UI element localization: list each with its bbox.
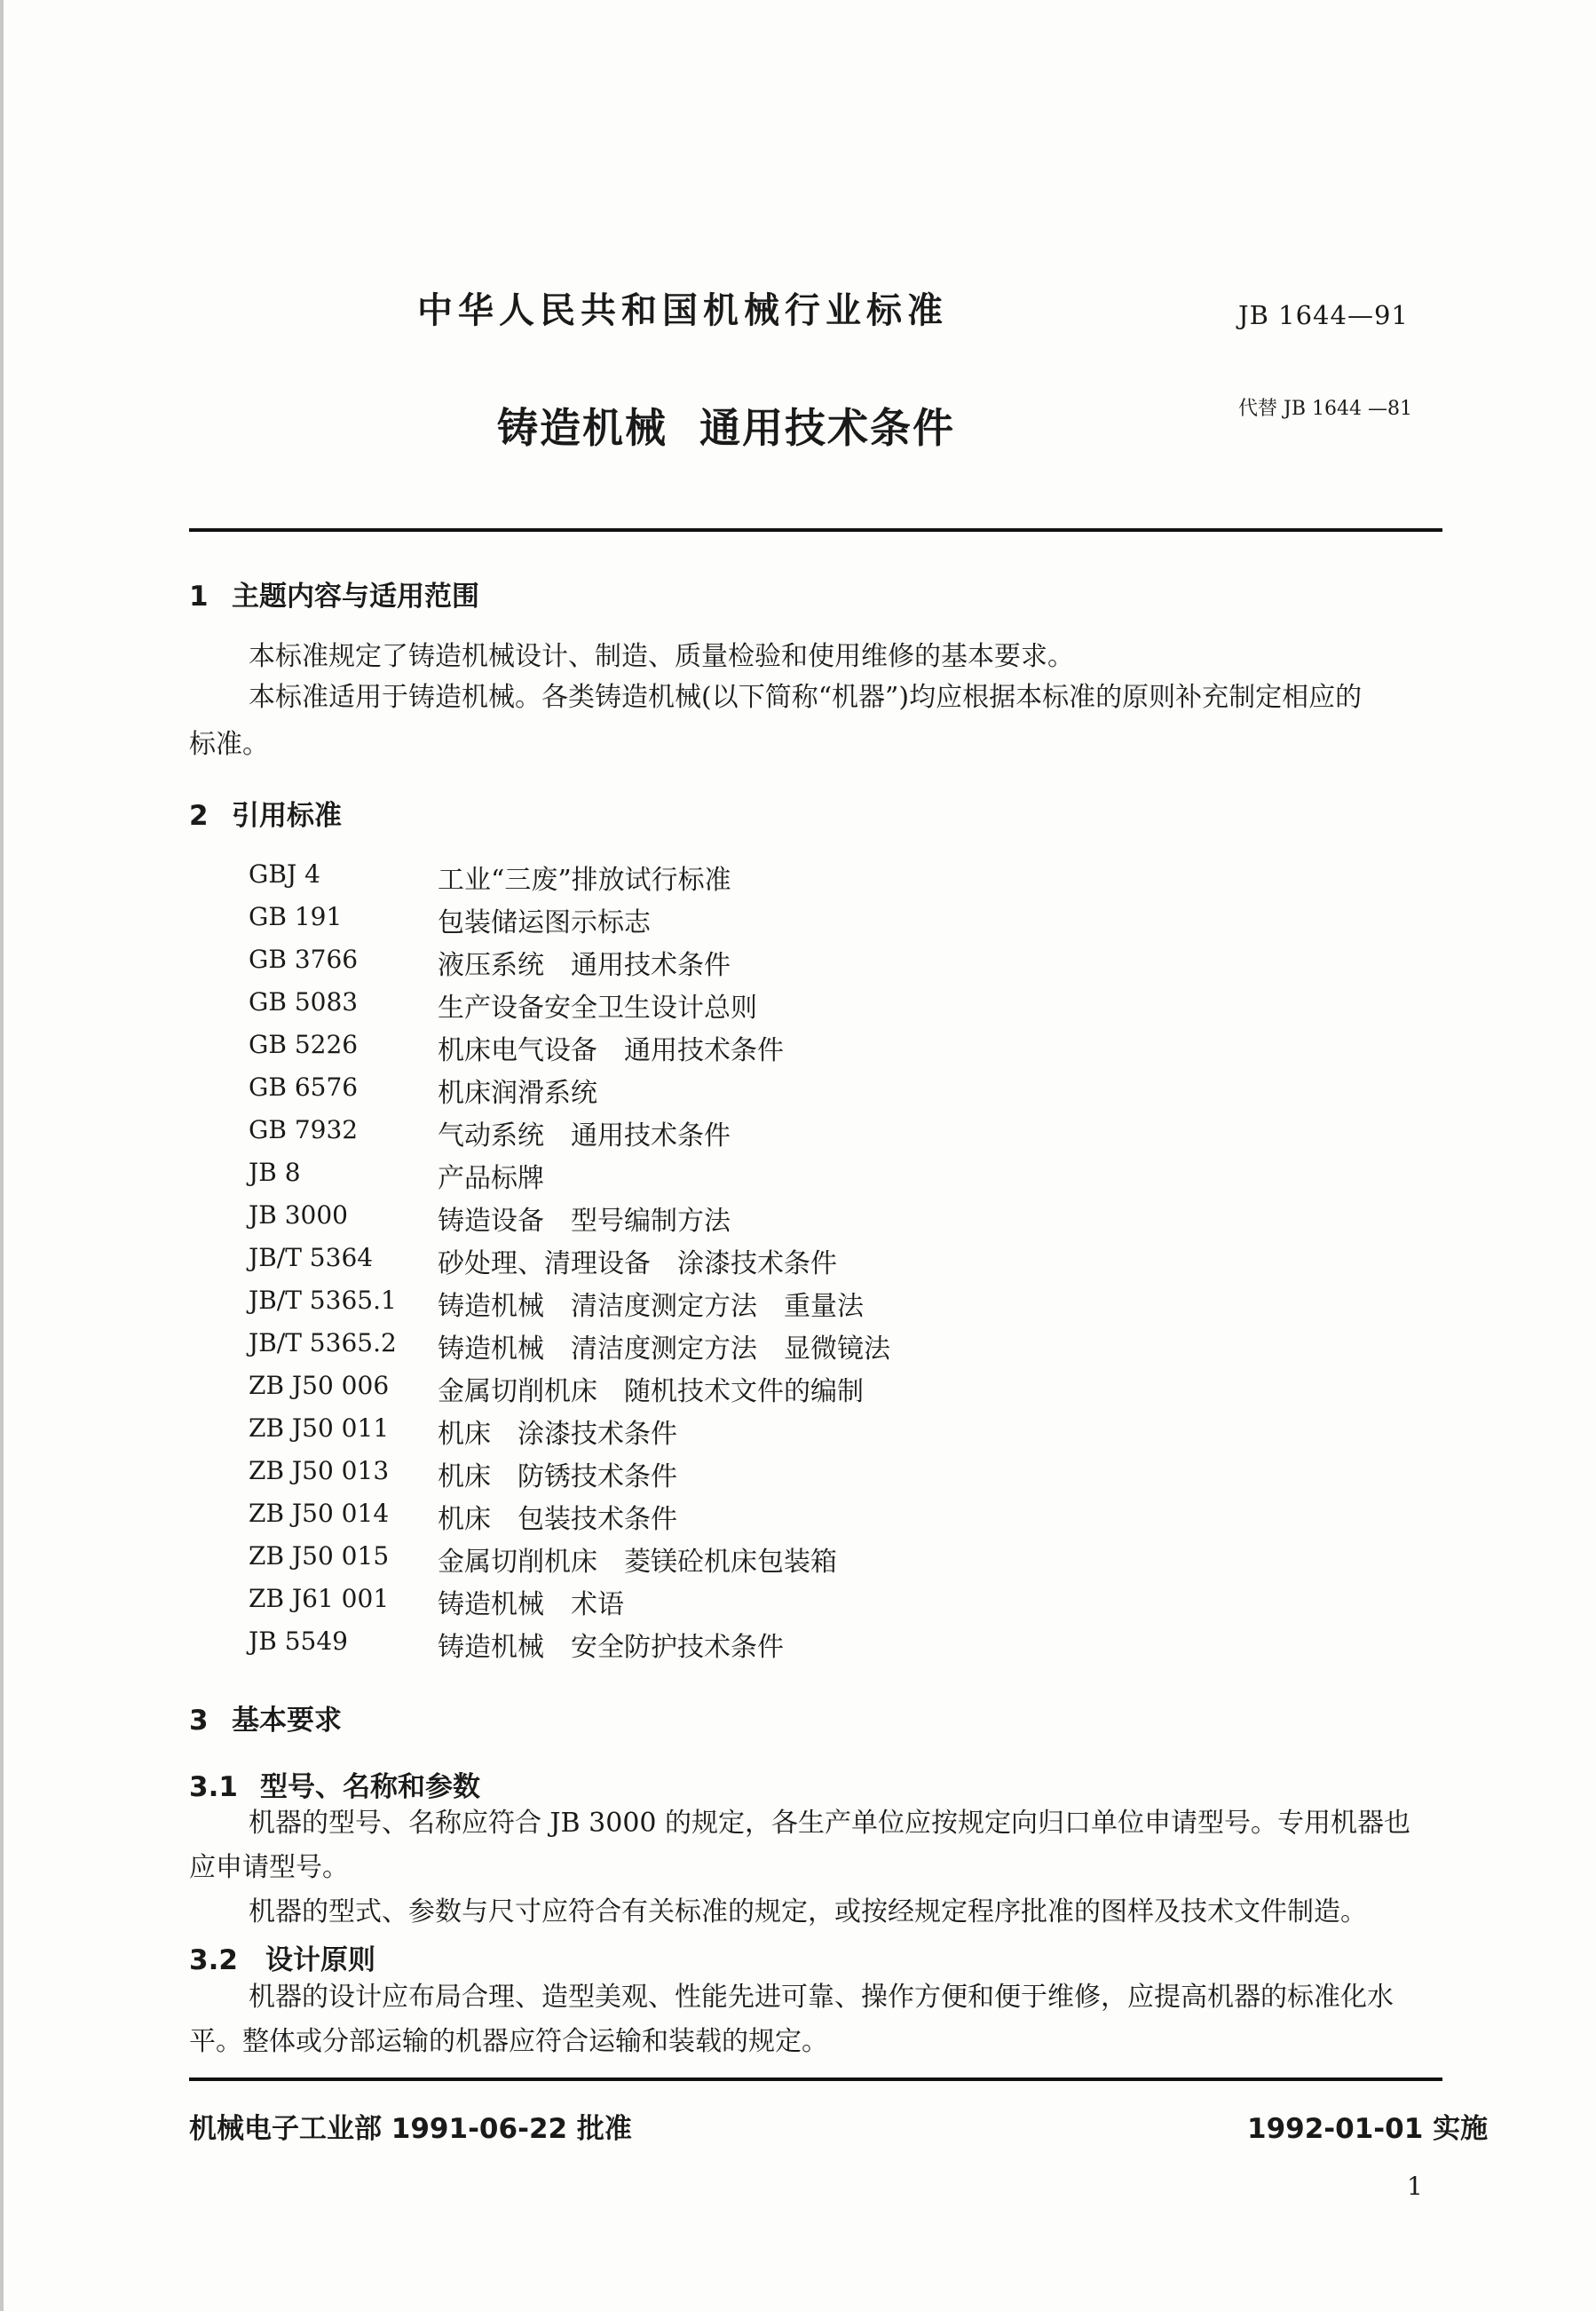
approval-line: 机械电子工业部 1991-06-22 批准 xyxy=(189,2113,632,2145)
footer-rule xyxy=(189,2078,1442,2081)
replaces-note: 代替 JB 1644 —81 xyxy=(1238,398,1412,420)
ref-code: ZB J50 006 xyxy=(249,1371,390,1400)
ref-title: 机床电气设备 通用技术条件 xyxy=(438,1035,784,1066)
ref-title: 金属切削机床 菱镁砼机床包装箱 xyxy=(438,1547,837,1578)
section-3-2-para-line-1: 机器的设计应布局合理、造型美观、性能先进可靠、操作方便和便于维修，应提高机器的标准化水 xyxy=(249,1982,1394,2013)
effective-date: 1992-01-01 实施 xyxy=(1247,2113,1489,2145)
ref-title: 机床润滑系统 xyxy=(438,1078,597,1109)
section-3-1-para-2: 机器的型式、参数与尺寸应符合有关标准的规定，或按经规定程序批准的图样及技术文件制造。 xyxy=(249,1896,1367,1927)
ref-title: 砂处理、清理设备 涂漆技术条件 xyxy=(438,1248,837,1279)
ref-code: GB 191 xyxy=(249,902,343,931)
section-1-title: 主题内容与适用范围 xyxy=(232,581,479,613)
section-3-1-number: 3.1 xyxy=(189,1771,238,1803)
ref-title: 生产设备安全卫生设计总则 xyxy=(438,993,757,1024)
ref-code: JB 5549 xyxy=(249,1626,348,1656)
section-1-para-1: 本标准规定了铸造机械设计、制造、质量检验和使用维修的基本要求。 xyxy=(249,641,1074,672)
ref-code: GBJ 4 xyxy=(249,859,320,889)
ref-title: 铸造机械 清洁度测定方法 显微镜法 xyxy=(438,1334,890,1365)
section-3-2-heading xyxy=(189,1937,375,1977)
ref-title: 铸造机械 安全防护技术条件 xyxy=(438,1632,784,1663)
section-3-2-para-line-2: 平。整体或分部运输的机器应符合运输和装载的规定。 xyxy=(189,2026,828,2057)
ref-code: GB 7932 xyxy=(249,1115,359,1144)
header-rule xyxy=(189,528,1442,532)
ref-code: JB 8 xyxy=(249,1158,301,1187)
ref-title: 工业“三废”排放试行标准 xyxy=(438,865,731,896)
ref-code: JB 3000 xyxy=(249,1200,348,1230)
section-3-1-para-1-line-2: 应申请型号。 xyxy=(189,1852,349,1883)
ref-title: 金属切削机床 随机技术文件的编制 xyxy=(438,1376,864,1407)
section-3-2-number: 3.2 xyxy=(189,1944,238,1976)
ref-title: 铸造机械 术语 xyxy=(438,1589,624,1620)
ref-code: JB/T 5365.1 xyxy=(249,1286,397,1315)
ref-title: 包装储运图示标志 xyxy=(438,907,651,938)
section-2-number: 2 xyxy=(189,800,209,832)
title-part-1: 铸造机械 xyxy=(497,404,668,452)
ref-title: 机床 包装技术条件 xyxy=(438,1504,677,1535)
page-number: 1 xyxy=(1407,2172,1423,2201)
section-1-heading xyxy=(189,574,479,613)
ref-code: ZB J50 014 xyxy=(249,1499,390,1528)
section-3-1-heading xyxy=(189,1764,480,1804)
section-3-1-title: 型号、名称和参数 xyxy=(260,1771,480,1803)
title-part-2: 通用技术条件 xyxy=(699,404,955,452)
ref-code: JB/T 5364 xyxy=(249,1243,374,1272)
ref-code: ZB J50 013 xyxy=(249,1456,390,1485)
ref-title: 气动系统 通用技术条件 xyxy=(438,1120,731,1152)
section-3-1-para-1-line-1: 机器的型号、名称应符合 JB 3000 的规定，各生产单位应按规定向归口单位申请型号。专用机器也 xyxy=(249,1808,1411,1839)
ref-title: 铸造机械 清洁度测定方法 重量法 xyxy=(438,1291,864,1322)
ref-code: ZB J50 011 xyxy=(249,1413,390,1443)
ref-code: GB 6576 xyxy=(249,1072,359,1102)
section-3-2-title: 设计原则 xyxy=(265,1944,375,1976)
section-3-heading xyxy=(189,1698,342,1737)
page-edge xyxy=(0,0,4,2311)
ref-title: 机床 涂漆技术条件 xyxy=(438,1419,677,1450)
ref-code: GB 5083 xyxy=(249,987,359,1017)
section-1-para-2-line-2: 标准。 xyxy=(189,729,269,760)
ref-title: 产品标牌 xyxy=(438,1163,544,1194)
ref-code: GB 3766 xyxy=(249,945,359,974)
section-1-para-2-line-1: 本标准适用于铸造机械。各类铸造机械(以下简称“机器”)均应根据本标准的原则补充制定相应的 xyxy=(249,682,1363,713)
section-2-heading xyxy=(189,793,342,833)
section-3-number: 3 xyxy=(189,1705,209,1737)
ref-code: GB 5226 xyxy=(249,1030,359,1059)
ref-title: 铸造设备 型号编制方法 xyxy=(438,1206,731,1237)
ref-code: ZB J61 001 xyxy=(249,1584,390,1613)
document-title xyxy=(497,396,955,455)
section-1-number: 1 xyxy=(189,581,209,613)
standard-name: 中华人民共和国机械行业标准 xyxy=(417,290,948,331)
section-3-title: 基本要求 xyxy=(232,1705,342,1737)
ref-title: 液压系统 通用技术条件 xyxy=(438,950,731,981)
ref-code: ZB J50 015 xyxy=(249,1541,390,1571)
section-2-title: 引用标准 xyxy=(232,800,342,832)
ref-title: 机床 防锈技术条件 xyxy=(438,1461,677,1492)
standard-code: JB 1644—91 xyxy=(1238,300,1409,330)
ref-code: JB/T 5365.2 xyxy=(249,1328,397,1357)
